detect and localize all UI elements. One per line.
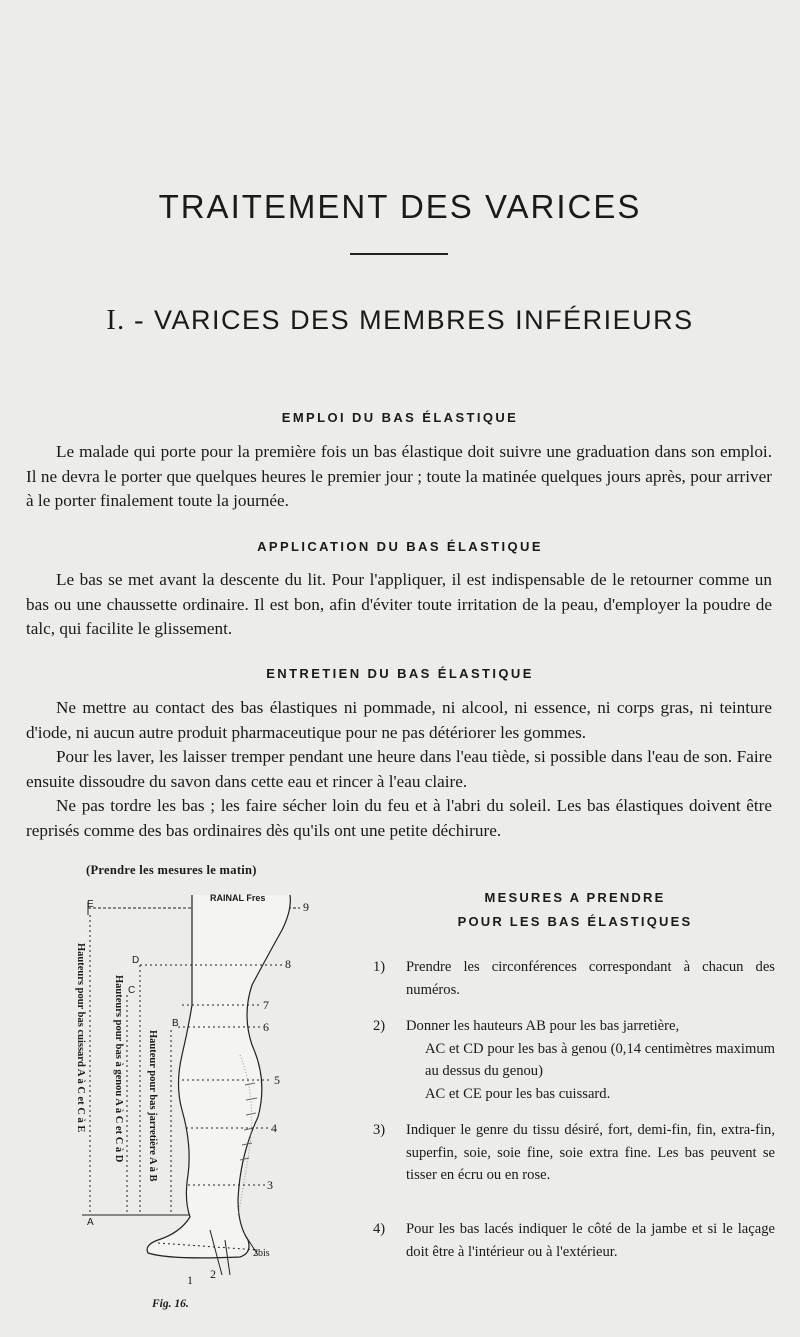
- chapter-title: VARICES DES MEMBRES INFÉRIEURS: [154, 305, 694, 335]
- mesure-item-3: [373, 1119, 775, 1187]
- mesure-item-number: 4): [373, 1221, 386, 1237]
- letter-d: D: [132, 955, 140, 966]
- number-1: 1: [187, 1273, 193, 1287]
- paragraph-entretien-3: Ne pas tordre les bas ; les faire sécher loin du feu et à l'abri du soleil. Les bas élastiques doivent être reprisés comme des bas ordinaires dès qu'ils ont une petite déchirure.: [26, 796, 772, 840]
- number-9: 9: [303, 900, 309, 914]
- paragraph-entretien-2: Pour les laver, les laisser tremper pendant une heure dans l'eau tiède, si possible dans l'eau de son. Faire ensuite dissoudre du savon dans cette eau et rincer à l'eau claire.: [26, 747, 772, 791]
- mesure-item-text: Prendre les circonférences correspondant à chacun des numéros.: [406, 959, 775, 998]
- number-6: 6: [263, 1020, 269, 1034]
- mesure-item-number: 2): [373, 1018, 386, 1034]
- figure-number: Fig. 16.: [152, 1298, 189, 1310]
- title-rule: [350, 253, 448, 255]
- figure-caption: (Prendre les mesures le matin): [86, 863, 257, 877]
- mesure-item-number: 1): [373, 959, 386, 975]
- mesure-item-4: [373, 1218, 775, 1263]
- mesures-title-line-1: MESURES A PRENDRE: [484, 890, 666, 905]
- number-5: 5: [274, 1073, 280, 1087]
- mesure-item-text: AC et CD pour les bas à genou (0,14 centimètres maximum au dessus du genou): [425, 1040, 775, 1079]
- mesure-item-text: AC et CE pour les bas cuissard.: [425, 1085, 611, 1102]
- mesure-item-text: Indiquer le genre du tissu désiré, fort, demi-fin, fin, extra-fin, superfin, soie, soie fine, soie extra fine. Les bas peuvent se tisser en écru ou en rose.: [406, 1122, 775, 1183]
- number-8: 8: [285, 957, 291, 971]
- label-cuissard: Hauteurs pour bas cuissard A à C et C à E: [75, 943, 86, 1133]
- section-heading-emploi: EMPLOI DU BAS ÉLASTIQUE: [281, 410, 519, 425]
- chapter-number: I. -: [106, 305, 146, 336]
- mesures-title-line-2: POUR LES BAS ÉLASTIQUES: [457, 914, 693, 929]
- mesure-item-number: 3): [373, 1122, 386, 1138]
- mesure-item-2: [373, 1015, 775, 1105]
- paragraph-entretien-1: Ne mettre au contact des bas élastiques ni pommade, ni alcool, ni essence, ni corps gras, ni teinture d'iode, ni aucun autre produit pharmaceutique pour ne pas détériorer les gommes.: [26, 698, 772, 742]
- label-jarretiere: Hauteur pour bas jarretière A à B: [147, 1030, 158, 1182]
- mesure-item-text: Donner les hauteurs AB pour les bas jarretière,: [406, 1018, 680, 1034]
- leg-illustration: [60, 855, 360, 1325]
- section-heading-entretien: ENTRETIEN DU BAS ÉLASTIQUE: [266, 666, 534, 681]
- chapter-heading: [0, 305, 800, 337]
- label-genou: Hauteurs pour bas à genou A à C et C à D: [113, 975, 124, 1163]
- paragraph-emploi: Le malade qui porte pour la première fois un bas élastique doit suivre une graduation dans son emploi. Il ne devra le porter que quelques heures le premier jour ; toute la matinée quelques jours après, pour arriver à le porter finalement toute la journée.: [26, 442, 772, 510]
- number-2bis: 2bis: [253, 1248, 270, 1259]
- letter-b: B: [172, 1018, 179, 1029]
- page-title: TRAITEMENT DES VARICES: [158, 188, 642, 225]
- leg-measurement-figure: [60, 855, 360, 1325]
- letter-e: E: [87, 899, 94, 910]
- number-7: 7: [263, 998, 269, 1012]
- number-3: 3: [267, 1178, 273, 1192]
- number-2: 2: [210, 1267, 216, 1281]
- mesure-item-text: Pour les bas lacés indiquer le côté de la jambe et si le laçage doit être à l'intérieur ou à l'extérieur.: [406, 1221, 775, 1260]
- brand-label: RAINAL Fres: [210, 893, 266, 903]
- letter-a: A: [87, 1217, 94, 1228]
- paragraph-application: Le bas se met avant la descente du lit. Pour l'appliquer, il est indispensable de le retourner comme un bas ou une chaussette ordinaire. Il est bon, afin d'éviter toute irritation de la peau, d'employer la poudre de talc, qui facilite le glissement.: [26, 570, 772, 638]
- letter-c: C: [128, 985, 136, 996]
- number-4: 4: [271, 1121, 277, 1135]
- mesure-item-1: [373, 956, 775, 1001]
- section-heading-application: APPLICATION DU BAS ÉLASTIQUE: [257, 539, 543, 554]
